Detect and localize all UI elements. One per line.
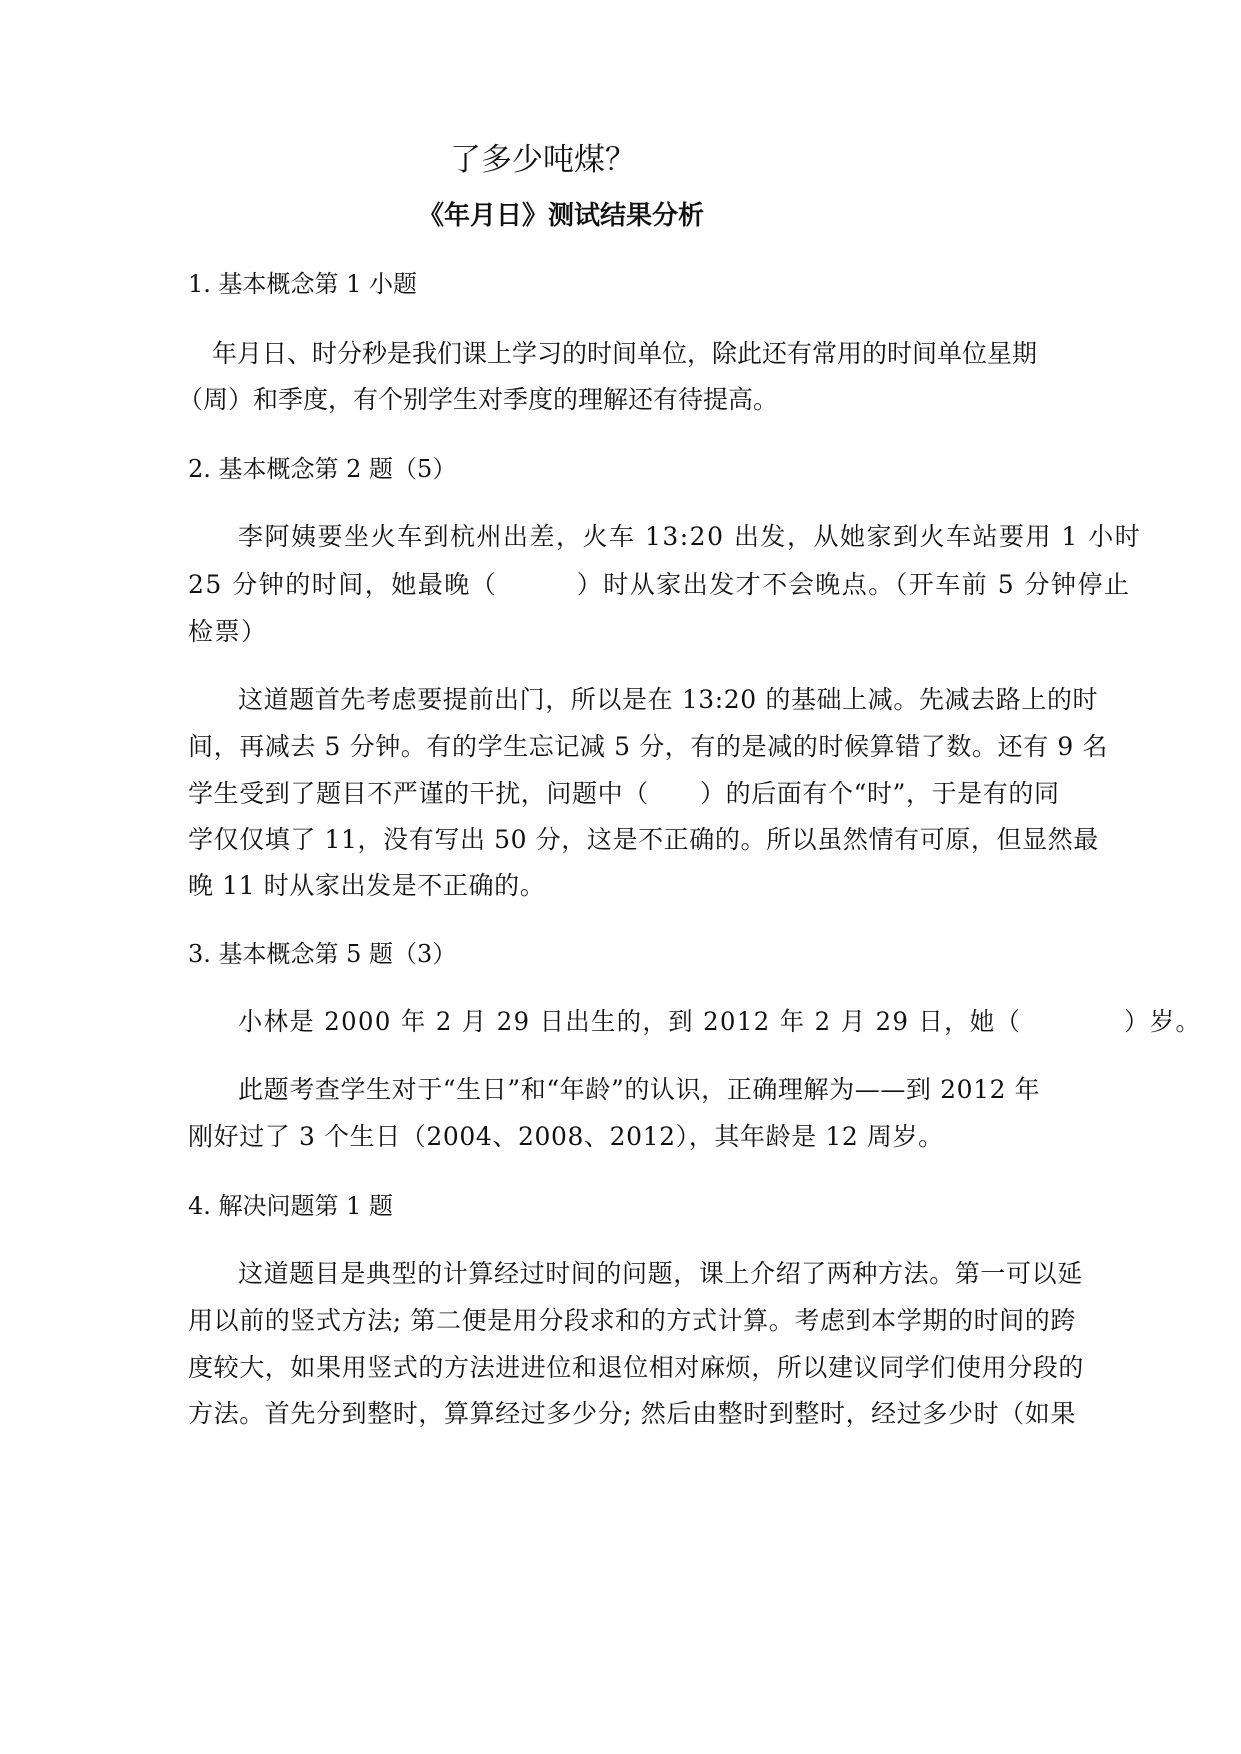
paragraph-line: 年月日、时分秒是我们课上学习的时间单位，除此还有常用的时间单位星期 [212, 339, 1038, 368]
carryover-line: 了多少吨煤？ [450, 142, 636, 178]
paragraph-line: 晚 11 时从家出发是不正确的。 [188, 871, 546, 900]
section-heading-1: 1. 基本概念第 1 小题 [188, 270, 418, 298]
paragraph-line: 用以前的竖式方法; 第二便是用分段求和的方式计算。考虑到本学期的时间的跨 [188, 1306, 1076, 1335]
paragraph-line: 学仅仅填了 11，没有写出 50 分，这是不正确的。所以虽然情有可原，但显然最 [188, 825, 1099, 854]
question-line: 25 分钟的时间，她最晚（ ）时从家出发才不会晚点。（开车前 5 分钟停止 [188, 570, 1131, 599]
paragraph-line: 方法。首先分到整时，算算经过多少分; 然后由整时到整时，经过多少时（如果 [188, 1399, 1076, 1428]
paragraph-line: 刚好过了 3 个生日（2004、2008、2012），其年龄是 12 周岁。 [188, 1122, 944, 1151]
question-line: 小林是 2000 年 2 月 29 日出生的，到 2012 年 2 月 29 日，她（ ）岁。 [238, 1007, 1202, 1036]
document-title: 《年月日》测试结果分析 [418, 201, 705, 231]
section-heading-2: 2. 基本概念第 2 题（5） [188, 455, 457, 483]
section-heading-3: 3. 基本概念第 5 题（3） [188, 940, 457, 968]
paragraph-line: 这道题目是典型的计算经过时间的问题，课上介绍了两种方法。第一可以延 [238, 1259, 1083, 1288]
paragraph-line: 间，再减去 5 分钟。有的学生忘记减 5 分，有的是减的时候算错了数。还有 9 名 [188, 732, 1109, 761]
question-line: 李阿姨要坐火车到杭州出差，火车 13:20 出发，从她家到火车站要用 1 小时 [238, 522, 1142, 551]
paragraph-line: 度较大，如果用竖式的方法进进位和退位相对麻烦，所以建议同学们使用分段的 [188, 1353, 1085, 1382]
question-line: 检票） [188, 617, 268, 646]
paragraph-line: （周）和季度，有个别学生对季度的理解还有待提高。 [178, 385, 779, 414]
paragraph-line: 这道题首先考虑要提前出门，所以是在 13:20 的基础上减。先减去路上的时 [238, 685, 1099, 714]
section-heading-4: 4. 解决问题第 1 题 [188, 1192, 394, 1220]
paragraph-line: 学生受到了题目不严谨的干扰，问题中（ ）的后面有个“时”，于是有的同 [188, 779, 1060, 808]
paragraph-line: 此题考查学生对于“生日”和“年龄”的认识，正确理解为——到 2012 年 [238, 1075, 1041, 1104]
